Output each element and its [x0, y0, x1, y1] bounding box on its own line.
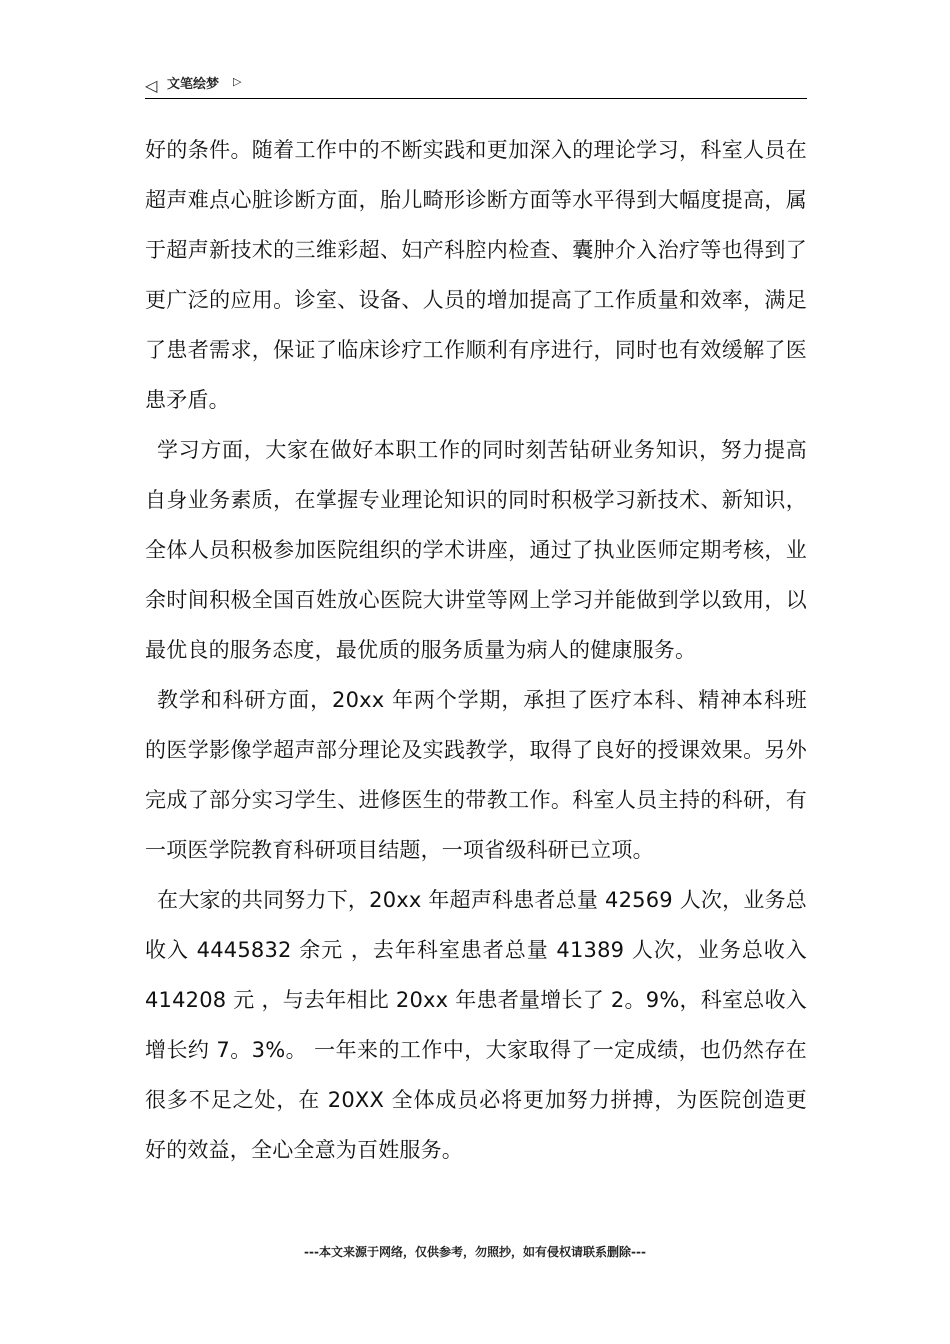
triangle-right-icon: ▷ [233, 75, 242, 88]
paragraph-teaching-research: 教学和科研方面，20xx 年两个学期，承担了医疗本科、精神本科班的医学影像学超声部分理论及实践教学，取得了良好的授课效果。另外完成了部分实习学生、进修医生的带教工作。科室人员主持的科研，有一项医学院教育科研项目结题，一项省级科研已立项。 [145, 688, 807, 862]
paragraph-conditions: 好的条件。随着工作中的不断实践和更加深入的理论学习，科室人员在超声难点心脏诊断方面，胎儿畸形诊断方面等水平得到大幅度提高，属于超声新技术的三维彩超、妇产科腔内检查、囊肿介入治疗等也得到了更广泛的应用。诊室、设备、人员的增加提高了工作质量和效率，满足了患者需求，保证了临床诊疗工作顺利有序进行，同时也有效缓解了医患矛盾。 [145, 138, 807, 412]
triangle-left-icon: ◁ [145, 76, 158, 95]
paragraph-study: 学习方面，大家在做好本职工作的同时刻苦钻研业务知识，努力提高自身业务素质，在掌握专业理论知识的同时积极学习新技术、新知识，全体人员积极参加医院组织的学术讲座，通过了执业医师定期考核，业余时间积极全国百姓放心医院大讲堂等网上学习并能做到学以致用，以最优良的服务态度，最优质的服务质量为病人的健康服务。 [145, 438, 807, 662]
header-brand: 文笔绘梦 [167, 77, 220, 92]
page-header [145, 72, 807, 99]
paragraph-statistics: 在大家的共同努力下，20xx 年超声科患者总量 42569 人次，业务总收入 4445832 余元 ，去年科室患者总量 41389 人次，业务总收入 414208 元 ，与去年相比 20xx 年患者量增长了 2。9%，科室总收入增长约 7。3%。 一年来的工作中，大家取得了一定成绩，也仍然存在很多不足之处，在 20XX 全体成员必将更加努力拼搏，为医院创造更好的效益，全心全意为百姓服务。 [145, 888, 807, 1162]
page-footer-disclaimer: ---本文来源于网络，仅供参考，勿照抄，如有侵权请联系删除--- [304, 1245, 646, 1259]
document-body [145, 125, 807, 1175]
